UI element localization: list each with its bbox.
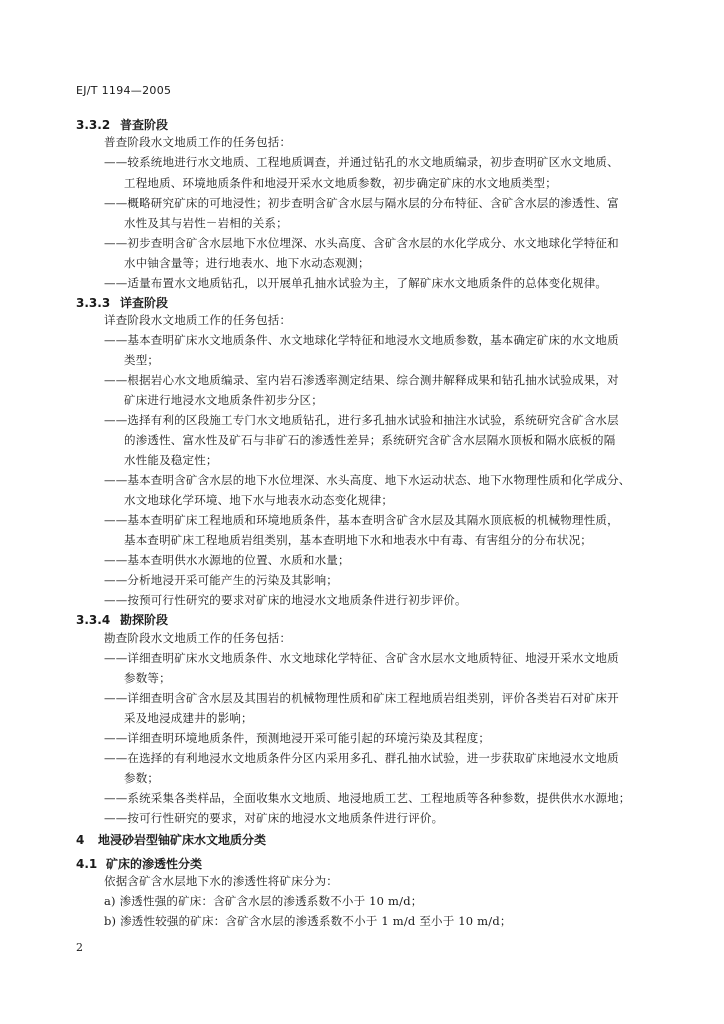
paragraph-line: ——概略研究矿床的可地浸性；初步查明含矿含水层与隔水层的分布特征、含矿含水层的渗透性、富 — [104, 196, 619, 210]
paragraph-line: 矿床进行地浸水文地质条件初步分区； — [124, 393, 323, 407]
paragraph-line: ——基本查明含矿含水层的地下水位埋深、水头高度、地下水运动状态、地下水物理性质和化学成分、 — [104, 473, 631, 487]
paragraph-line: ——选择有利的区段施工专门水文地质钻孔，进行多孔抽水试验和抽注水试验，系统研究含矿含水层 — [104, 413, 619, 427]
paragraph-line: ——按预可行性研究的要求对矿床的地浸水文地质条件进行初步评价。 — [104, 593, 467, 607]
paragraph-line: ——详细查明环境地质条件，预测地浸开采可能引起的环境污染及其程度； — [104, 731, 491, 745]
paragraph-line: 采及地浸成建井的影响； — [124, 711, 253, 725]
section-heading-3-3-4 — [76, 611, 168, 628]
section-number: 3.3.2 — [76, 118, 111, 132]
section-heading-3-3-2 — [76, 116, 168, 133]
paragraph-line: ——适量布置水文地质钻孔，以开展单孔抽水试验为主，了解矿床水文地质条件的总体变化规律。 — [104, 276, 608, 290]
paragraph-line: ——详细查明矿床水文地质条件、水文地球化学特征、含矿含水层水文地质特征、地浸开采水文地质 — [104, 651, 619, 665]
list-item: a) 渗透性强的矿床：含矿含水层的渗透系数不小于 10 m/d； — [104, 894, 423, 908]
paragraph-line: ——详细查明含矿含水层及其围岩的机械物理性质和矿床工程地质岩组类别，评价各类岩石对矿床开 — [104, 691, 619, 705]
section-title: 勘探阶段 — [120, 613, 169, 627]
paragraph-line: 水文地球化学环境、地下水与地表水动态变化规律； — [124, 493, 394, 507]
list-item: b) 渗透性较强的矿床：含矿含水层的渗透系数不小于 1 m/d 至小于 10 m/d； — [104, 914, 512, 928]
paragraph-line: 水性及其与岩性－岩相的关系； — [124, 216, 288, 230]
paragraph-line: 类型； — [124, 353, 160, 367]
section-title: 普查阶段 — [120, 118, 169, 132]
paragraph-line: ——根据岩心水文地质编录、室内岩石渗透率测定结果、综合测井解释成果和钻孔抽水试验成果，对 — [104, 373, 619, 387]
section-intro: 勘查阶段水文地质工作的任务包括： — [104, 631, 292, 645]
paragraph-line: ——分析地浸开采可能产生的污染及其影响； — [104, 573, 338, 587]
paragraph-line: 水中铀含量等；进行地表水、地下水动态观测； — [124, 256, 370, 270]
standard-code: EJ/T 1194—2005 — [76, 84, 172, 97]
chapter-heading-4 — [76, 831, 266, 848]
section-title: 地浸砂岩型铀矿床水文地质分类 — [98, 833, 267, 847]
paragraph-line: ——基本查明矿床工程地质和环境地质条件，基本查明含矿含水层及其隔水顶底板的机械物理性质， — [104, 513, 619, 527]
paragraph-line: ——按可行性研究的要求，对矿床的地浸水文地质条件进行评价。 — [104, 811, 444, 825]
section-heading-4-1 — [76, 855, 202, 872]
paragraph-line: 的渗透性、富水性及矿石与非矿石的渗透性差异；系统研究含矿含水层隔水顶板和隔水底板的隔 — [124, 433, 616, 447]
section-number: 4.1 — [76, 857, 98, 871]
page-number: 2 — [76, 941, 83, 954]
section-intro: 依据含矿含水层地下水的渗透性将矿床分为： — [104, 874, 338, 888]
paragraph-line: 参数等； — [124, 671, 171, 685]
section-heading-3-3-3 — [76, 294, 168, 311]
section-intro: 普查阶段水文地质工作的任务包括： — [104, 135, 292, 149]
paragraph-line: 水性能及稳定性； — [124, 453, 218, 467]
section-number: 4 — [76, 833, 85, 847]
paragraph-line: 工程地质、环境地质条件和地浸开采水文地质参数，初步确定矿床的水文地质类型； — [124, 176, 557, 190]
paragraph-line: ——系统采集各类样品，全面收集水文地质、地浸地质工艺、工程地质等各种参数，提供供水水源地； — [104, 791, 631, 805]
section-number: 3.3.3 — [76, 296, 111, 310]
paragraph-line: ——较系统地进行水文地质、工程地质调查，并通过钻孔的水文地质编录，初步查明矿区水文地质、 — [104, 155, 619, 169]
paragraph-line: ——基本查明供水水源地的位置、水质和水量； — [104, 553, 350, 567]
paragraph-line: 基本查明矿床工程地质岩组类别，基本查明地下水和地表水中有毒、有害组分的分布状况； — [124, 533, 592, 547]
section-number: 3.3.4 — [76, 613, 111, 627]
section-title: 详查阶段 — [120, 296, 169, 310]
paragraph-line: ——初步查明含矿含水层地下水位埋深、水头高度、含矿含水层的水化学成分、水文地球化学特征和 — [104, 236, 619, 250]
section-title: 矿床的渗透性分类 — [106, 857, 203, 871]
paragraph-line: ——在选择的有利地浸水文地质条件分区内采用多孔、群孔抽水试验，进一步获取矿床地浸水文地质 — [104, 751, 619, 765]
section-intro: 详查阶段水文地质工作的任务包括： — [104, 313, 292, 327]
paragraph-line: 参数； — [124, 771, 160, 785]
paragraph-line: ——基本查明矿床水文地质条件、水文地球化学特征和地浸水文地质参数，基本确定矿床的水文地质 — [104, 333, 619, 347]
